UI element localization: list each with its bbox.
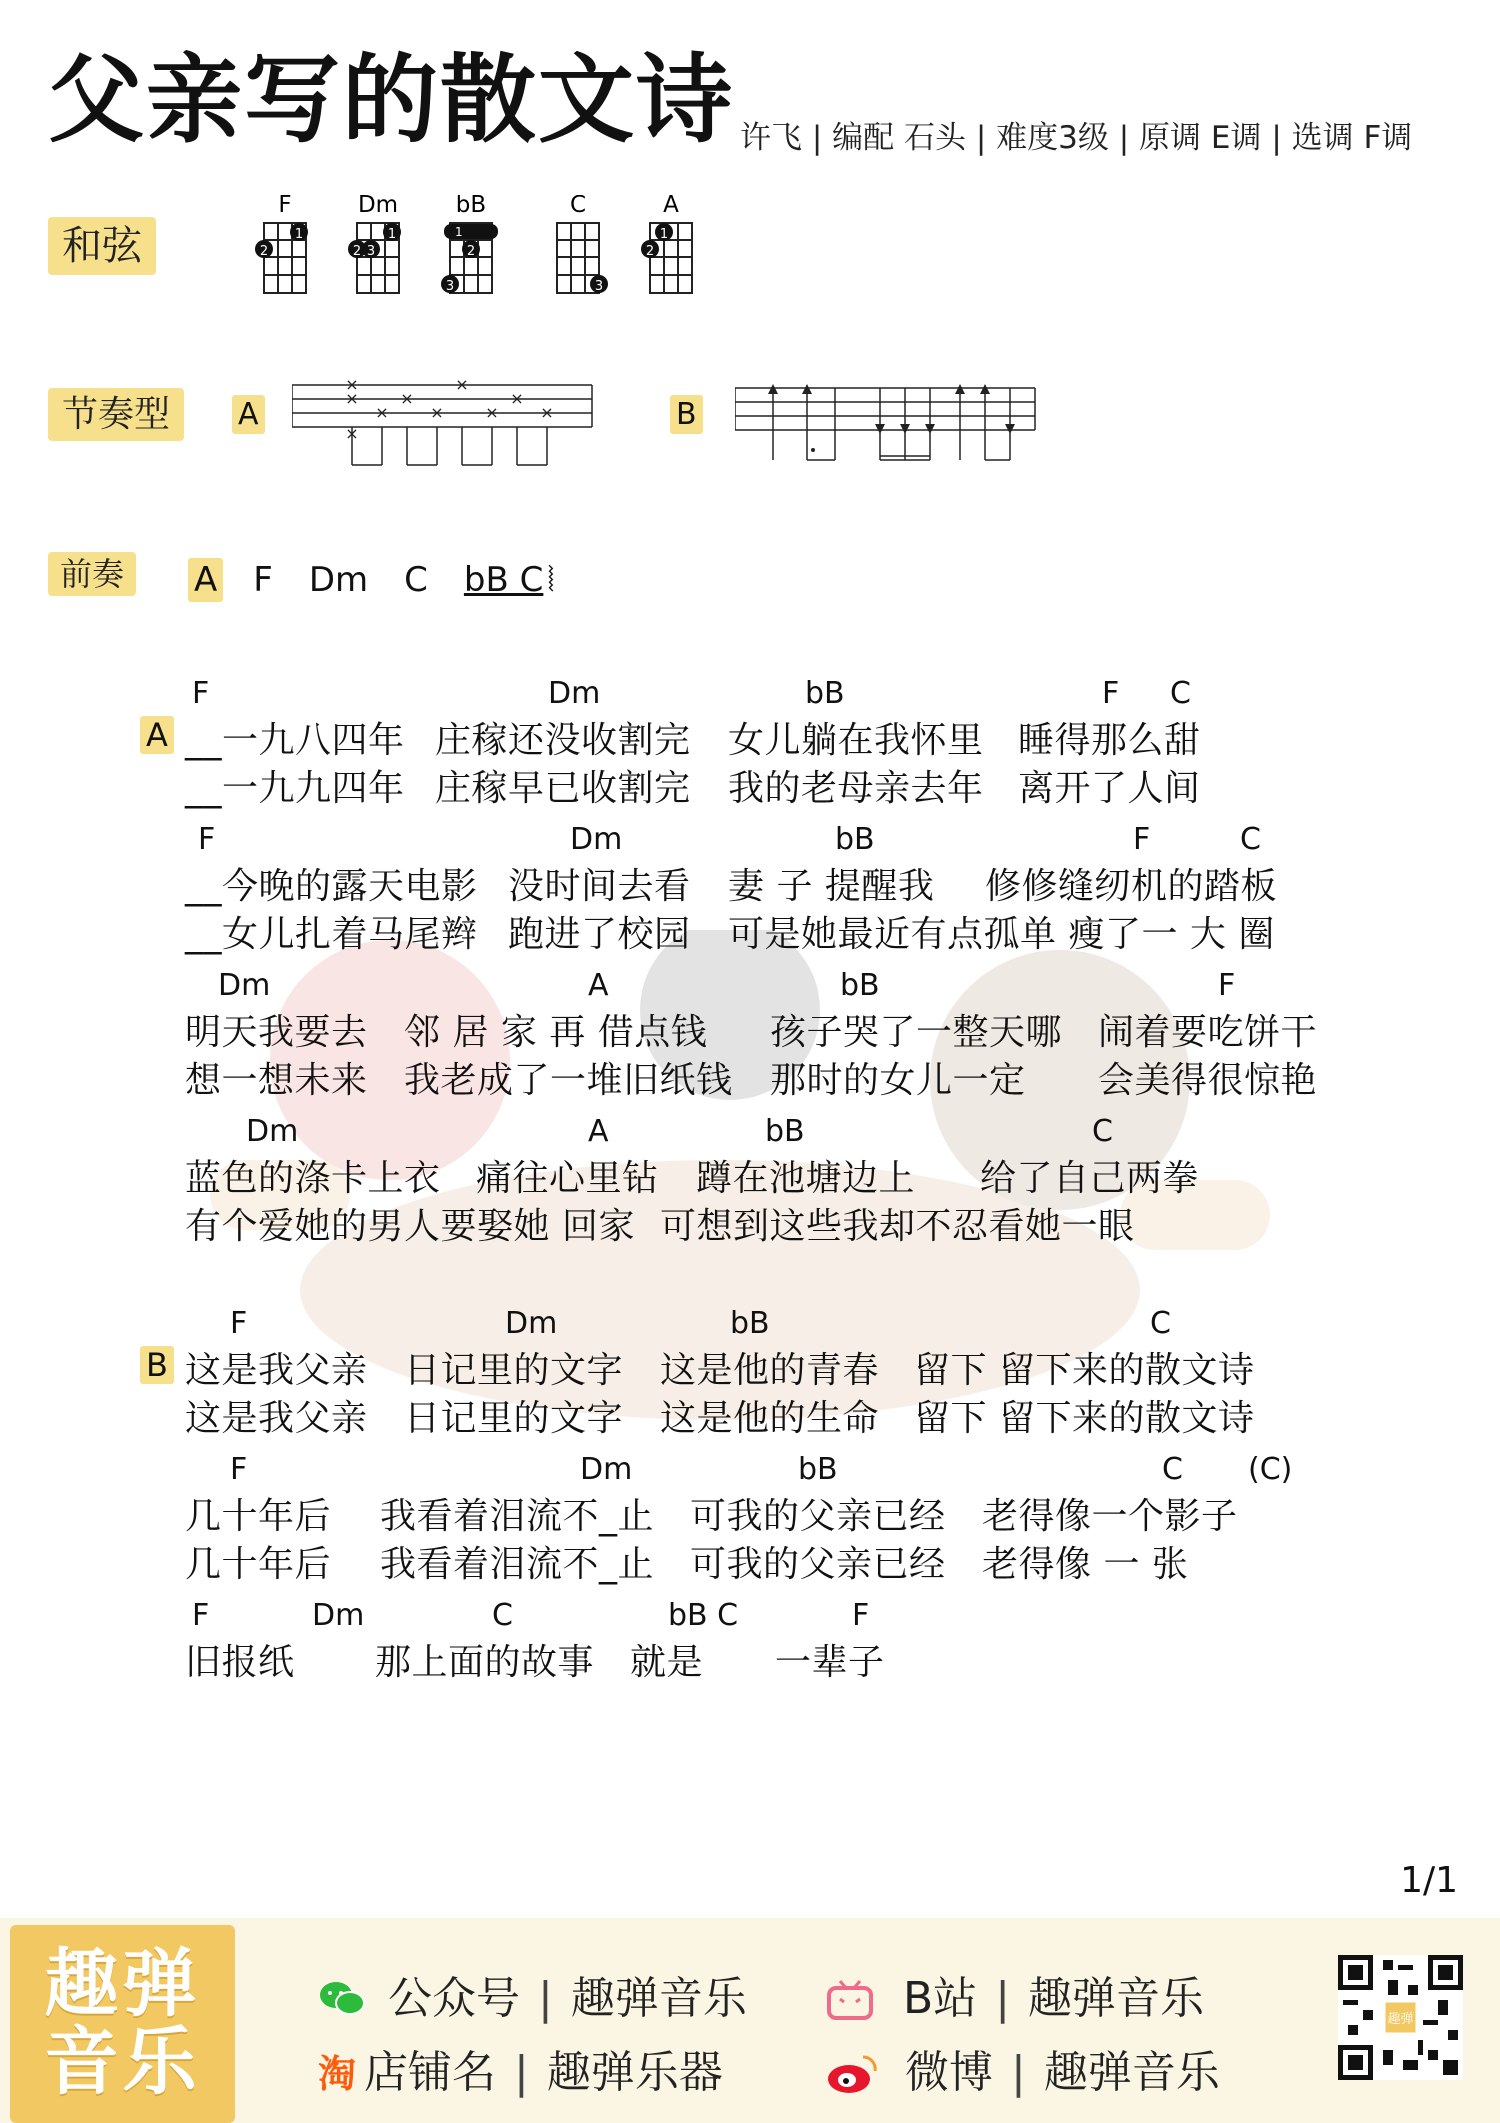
svg-text:1: 1 bbox=[387, 227, 397, 242]
lyric-line: 这是我父亲 bbox=[185, 1350, 368, 1391]
intro-chord: bB C bbox=[463, 560, 544, 601]
lyric-line: 我的老母亲去年 bbox=[728, 768, 984, 809]
footer-weibo-row: 微博 | 趣弹音乐 bbox=[825, 2036, 1220, 2100]
footer-wechat-row: 公众号 | 趣弹音乐 bbox=[318, 1962, 747, 2026]
lyric-line: 蓝色的涤卡上衣 bbox=[185, 1158, 441, 1199]
rhythm-a-marker: A bbox=[232, 395, 265, 434]
chord-c-diagram bbox=[557, 195, 608, 294]
lyric-line: 老得像 一 张 bbox=[982, 1544, 1189, 1585]
logo-line-1: 趣弹 bbox=[44, 1941, 201, 2028]
chord-label: bB bbox=[805, 676, 845, 711]
lyric-line: 没时间去看 bbox=[508, 866, 691, 907]
chord-label: F bbox=[230, 1306, 248, 1341]
wechat-value: 趣弹音乐 bbox=[570, 1973, 747, 2024]
lyric-line: 孩子哭了一整天哪 bbox=[770, 1012, 1063, 1053]
lyric-line: 庄稼早已收割完 bbox=[435, 768, 691, 809]
chord-label: Dm bbox=[218, 968, 271, 1003]
chord-bb-name: bB bbox=[455, 195, 487, 218]
chord-label: F bbox=[192, 676, 210, 711]
lyric-line: 女儿躺在我怀里 bbox=[728, 720, 984, 761]
chord-label: bB bbox=[840, 968, 880, 1003]
song-meta: 许飞 | 编配 石头 | 难度3级 | 原调 E调 | 选调 F调 bbox=[740, 120, 1413, 156]
chord-label: F bbox=[198, 822, 216, 857]
svg-text:×: × bbox=[345, 424, 359, 443]
section-a bbox=[0, 676, 1500, 1247]
bilibili-value: 趣弹音乐 bbox=[1028, 1973, 1205, 2024]
chord-a-name: A bbox=[663, 195, 679, 218]
lyric-line: 给了自己两拳 bbox=[980, 1158, 1200, 1199]
svg-text:×: × bbox=[375, 403, 389, 422]
intro-chord: F bbox=[253, 560, 273, 601]
lyric-line: 这是我父亲 bbox=[185, 1398, 368, 1439]
lyric-line: 痛往心里钻 bbox=[476, 1158, 659, 1199]
chord-a-diagram bbox=[641, 195, 692, 293]
lyric-line: 有个爱她的男人要娶她 回家 bbox=[185, 1206, 635, 1247]
chord-label: F bbox=[230, 1452, 248, 1487]
lyric-line: 睡得那么甜 bbox=[1018, 720, 1201, 761]
lyric-line: 可我的父亲已经 bbox=[690, 1544, 946, 1585]
chord-c-name: C bbox=[569, 195, 587, 218]
lyric-line: 一辈子 bbox=[775, 1642, 885, 1683]
logo-line-2: 音乐 bbox=[44, 2019, 201, 2105]
taobao-value: 趣弹乐器 bbox=[546, 2047, 723, 2098]
svg-text:3: 3 bbox=[366, 244, 376, 259]
footer-bilibili-row: B站 | 趣弹音乐 bbox=[825, 1962, 1204, 2026]
chord-label: Dm bbox=[580, 1452, 633, 1487]
chord-label: C bbox=[1162, 1452, 1183, 1487]
svg-text:×: × bbox=[430, 403, 444, 422]
wechat-icon bbox=[318, 1979, 366, 2019]
chord-label: F bbox=[852, 1598, 870, 1633]
svg-text:×: × bbox=[485, 403, 499, 422]
qr-code-icon bbox=[1338, 1955, 1463, 2080]
svg-text:1: 1 bbox=[659, 227, 669, 242]
svg-text:1: 1 bbox=[455, 225, 463, 239]
lyric-line: 明天我要去 bbox=[185, 1012, 368, 1053]
chord-diagrams bbox=[240, 195, 720, 310]
chord-label: Dm bbox=[570, 822, 623, 857]
lyric-line: 我看着泪流不_止 bbox=[380, 1544, 655, 1585]
chords-label: 和弦 bbox=[48, 217, 156, 275]
svg-text:2: 2 bbox=[645, 244, 655, 259]
lyric-line: 那上面的故事 bbox=[375, 1642, 595, 1683]
lyric-line: 修修缝纫机的踏板 bbox=[985, 866, 1278, 907]
svg-text:×: × bbox=[345, 389, 359, 408]
lyric-line: 就是 bbox=[630, 1642, 704, 1683]
chord-label: F bbox=[1218, 968, 1236, 1003]
lyric-line: 这是他的生命 bbox=[660, 1398, 880, 1439]
wechat-label: 公众号 bbox=[388, 1973, 520, 2024]
chord-label: C bbox=[1240, 822, 1261, 857]
lyric-line: 可是她最近有点孤单 瘦了一 大 圈 bbox=[728, 914, 1275, 955]
intro-chord: Dm bbox=[308, 560, 369, 601]
lyric-line: 旧报纸 bbox=[185, 1642, 295, 1683]
chord-label: F bbox=[192, 1598, 210, 1633]
chord-label: Dm bbox=[548, 676, 601, 711]
lyric-line: 那时的女儿一定 bbox=[770, 1060, 1026, 1101]
lyric-line: 可想到这些我却不忍看她一眼 bbox=[660, 1206, 1135, 1247]
lyric-line: 日记里的文字 bbox=[404, 1398, 624, 1439]
bilibili-icon bbox=[825, 1977, 875, 2021]
chord-f-name: F bbox=[278, 195, 292, 218]
lyric-line: 可我的父亲已经 bbox=[690, 1496, 946, 1537]
weibo-value: 趣弹音乐 bbox=[1043, 2047, 1220, 2098]
lyric-line: 几十年后 bbox=[185, 1544, 332, 1585]
chord-label: C bbox=[1170, 676, 1191, 711]
lyric-line: 邻 居 家 再 借点钱 bbox=[404, 1012, 708, 1053]
chord-label: C bbox=[492, 1598, 513, 1633]
chord-label: F bbox=[1133, 822, 1151, 857]
svg-text:×: × bbox=[510, 389, 524, 408]
page-number: 1/1 bbox=[1400, 1860, 1458, 1901]
rhythm-a-pattern bbox=[292, 375, 602, 475]
intro-chords bbox=[188, 558, 590, 602]
lyric-line: 蹲在池塘边上 bbox=[696, 1158, 916, 1199]
chord-label: bB bbox=[730, 1306, 770, 1341]
chord-label: C bbox=[1092, 1114, 1113, 1149]
lyric-line: 我老成了一堆旧纸钱 bbox=[404, 1060, 733, 1101]
chord-label: A bbox=[588, 1114, 609, 1149]
svg-text:2: 2 bbox=[259, 244, 269, 259]
lyric-line: 几十年后 bbox=[185, 1496, 332, 1537]
lyric-line: 闹着要吃饼干 bbox=[1098, 1012, 1318, 1053]
lyric-line: 妻 子 提醒我 bbox=[728, 866, 935, 907]
qr-center-label: 趣弹 bbox=[1387, 2012, 1414, 2027]
chord-dm-diagram bbox=[348, 195, 401, 293]
rhythm-b-pattern bbox=[735, 380, 1045, 470]
chord-label: bB bbox=[765, 1114, 805, 1149]
chord-label: C bbox=[1150, 1306, 1171, 1341]
chord-label: (C) bbox=[1248, 1452, 1293, 1487]
svg-text:×: × bbox=[400, 389, 414, 408]
footer-taobao-row: 淘 店铺名 | 趣弹乐器 bbox=[318, 2047, 723, 2098]
section-a-marker: A bbox=[140, 716, 174, 754]
lyric-line: __女儿扎着马尾辫 bbox=[185, 914, 478, 955]
svg-text:1: 1 bbox=[294, 227, 304, 242]
weibo-label: 微博 bbox=[905, 2047, 993, 2098]
lyric-line: 我看着泪流不_止 bbox=[380, 1496, 655, 1537]
lyric-line: 会美得很惊艳 bbox=[1098, 1060, 1318, 1101]
svg-text:×: × bbox=[345, 375, 359, 394]
lyric-line: 留下 留下来的散文诗 bbox=[914, 1350, 1255, 1391]
taobao-icon: 淘 bbox=[318, 2052, 357, 2096]
lyric-line: 跑进了校园 bbox=[508, 914, 691, 955]
chord-label: F bbox=[1102, 676, 1120, 711]
strum-mark-icon: ⦚ bbox=[547, 560, 555, 601]
section-b-marker: B bbox=[140, 1346, 174, 1384]
chord-label: bB C bbox=[668, 1598, 739, 1633]
brand-logo bbox=[10, 1925, 235, 2123]
lyric-line: __一九九四年 bbox=[185, 768, 405, 809]
intro-chord: C bbox=[404, 560, 428, 601]
svg-text:2: 2 bbox=[466, 244, 476, 259]
svg-text:2: 2 bbox=[352, 244, 362, 259]
intro-marker: A bbox=[188, 558, 223, 602]
rhythm-label: 节奏型 bbox=[48, 388, 184, 441]
svg-text:×: × bbox=[455, 375, 469, 394]
taobao-label: 店铺名 bbox=[364, 2047, 497, 2098]
lyric-line: __一九八四年 bbox=[185, 720, 405, 761]
lyric-line: 庄稼还没收割完 bbox=[435, 720, 691, 761]
lyric-line: 离开了人间 bbox=[1018, 768, 1201, 809]
chord-bb-diagram bbox=[441, 195, 498, 294]
section-b bbox=[0, 1306, 1500, 1686]
chord-label: Dm bbox=[505, 1306, 558, 1341]
svg-text:×: × bbox=[540, 403, 554, 422]
song-title: 父亲写的散文诗 bbox=[48, 44, 734, 156]
lyric-line: 这是他的青春 bbox=[660, 1350, 880, 1391]
chord-label: Dm bbox=[246, 1114, 299, 1149]
lyric-line: 老得像一个影子 bbox=[982, 1496, 1238, 1537]
bilibili-label: B站 bbox=[903, 1973, 978, 2024]
chord-dm-name: Dm bbox=[357, 195, 399, 218]
lyric-line: 想一想未来 bbox=[185, 1060, 368, 1101]
svg-text:3: 3 bbox=[594, 279, 604, 294]
weibo-icon bbox=[825, 2051, 881, 2095]
chord-label: bB bbox=[798, 1452, 838, 1487]
rhythm-b-marker: B bbox=[670, 395, 703, 434]
intro-label: 前奏 bbox=[48, 552, 136, 596]
svg-text:3: 3 bbox=[445, 279, 455, 294]
chord-label: bB bbox=[835, 822, 875, 857]
lyric-line: 日记里的文字 bbox=[404, 1350, 624, 1391]
chord-f-diagram bbox=[255, 195, 308, 293]
chord-label: A bbox=[588, 968, 609, 1003]
lyric-line: __今晚的露天电影 bbox=[185, 866, 478, 907]
lyric-line: 留下 留下来的散文诗 bbox=[914, 1398, 1255, 1439]
chord-label: Dm bbox=[312, 1598, 365, 1633]
